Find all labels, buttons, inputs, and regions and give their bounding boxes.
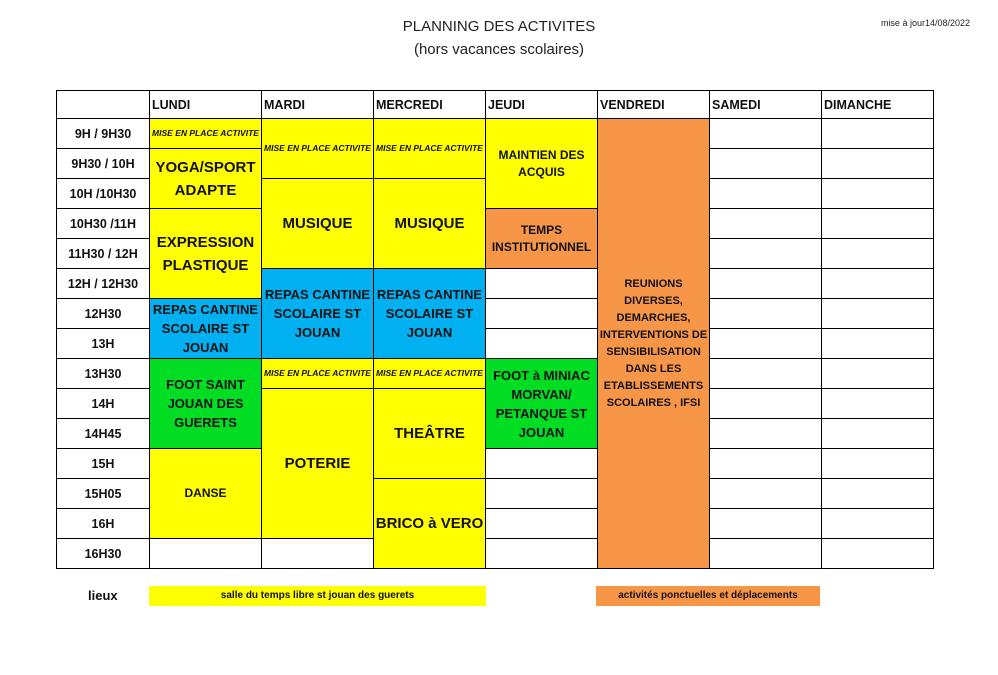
empty-cell: [710, 179, 822, 209]
lundi-danse: DANSE: [150, 449, 262, 539]
time-label: 10H /10H30: [57, 179, 150, 209]
empty-cell: [822, 509, 934, 539]
update-date: mise à jour14/08/2022: [880, 18, 970, 28]
schedule-table: [56, 90, 934, 569]
day-header-samedi: SAMEDI: [710, 91, 822, 119]
lundi-foot-saint-jouan: FOOT SAINT JOUAN DES GUERETS: [150, 359, 262, 449]
mercredi-musique: MUSIQUE: [374, 179, 486, 269]
time-label: 16H30: [57, 539, 150, 569]
time-label: 11H30 / 12H: [57, 239, 150, 269]
time-label: 12H30: [57, 299, 150, 329]
jeudi-maintien-acquis: MAINTIEN DES ACQUIS: [486, 119, 598, 209]
jeudi-foot-miniac: FOOT à MINIAC MORVAN/ PETANQUE ST JOUAN: [486, 359, 598, 449]
empty-cell: [710, 119, 822, 149]
empty-cell: [710, 449, 822, 479]
empty-cell: [486, 539, 598, 569]
page-subtitle: (hors vacances scolaires): [413, 41, 585, 58]
empty-cell: [486, 449, 598, 479]
empty-cell: [822, 479, 934, 509]
empty-cell: [822, 179, 934, 209]
corner-cell: [57, 91, 150, 119]
lundi-repas-cantine: REPAS CANTINE SCOLAIRE ST JOUAN: [150, 299, 262, 359]
mercredi-repas-cantine: REPAS CANTINE SCOLAIRE ST JOUAN: [374, 269, 486, 359]
legend-orange: activités ponctuelles et déplacements: [596, 586, 820, 606]
day-header-jeudi: JEUDI: [486, 91, 598, 119]
time-label: 16H: [57, 509, 150, 539]
empty-cell: [710, 539, 822, 569]
time-label: 15H: [57, 449, 150, 479]
empty-cell: [710, 509, 822, 539]
empty-cell: [822, 389, 934, 419]
empty-cell: [486, 329, 598, 359]
lundi-yoga-sport: YOGA/SPORT ADAPTE: [150, 149, 262, 209]
time-label: 12H / 12H30: [57, 269, 150, 299]
mercredi-mise-en-place-2: MISE EN PLACE ACTIVITE: [374, 359, 486, 389]
empty-cell: [150, 539, 262, 569]
empty-cell: [822, 359, 934, 389]
table-row: [57, 119, 934, 149]
time-label: 10H30 /11H: [57, 209, 150, 239]
empty-cell: [822, 119, 934, 149]
empty-cell: [822, 419, 934, 449]
empty-cell: [262, 539, 374, 569]
header-row: [57, 91, 934, 119]
time-label: 9H30 / 10H: [57, 149, 150, 179]
empty-cell: [710, 209, 822, 239]
mardi-mise-en-place-2: MISE EN PLACE ACTIVITE: [262, 359, 374, 389]
empty-cell: [710, 359, 822, 389]
table-row: [57, 209, 934, 239]
lundi-mise-en-place: MISE EN PLACE ACTIVITE: [150, 119, 262, 149]
table-row: [57, 359, 934, 389]
day-header-vendredi: VENDREDI: [598, 91, 710, 119]
empty-cell: [710, 299, 822, 329]
table-row: [57, 299, 934, 329]
mardi-musique: MUSIQUE: [262, 179, 374, 269]
jeudi-temps-institutionnel: TEMPS INSTITUTIONNEL: [486, 209, 598, 269]
empty-cell: [822, 239, 934, 269]
time-label: 9H / 9H30: [57, 119, 150, 149]
empty-cell: [710, 269, 822, 299]
lundi-expression-plastique: EXPRESSION PLASTIQUE: [150, 209, 262, 299]
empty-cell: [710, 239, 822, 269]
empty-cell: [486, 299, 598, 329]
time-label: 14H45: [57, 419, 150, 449]
empty-cell: [822, 149, 934, 179]
time-label: 15H05: [57, 479, 150, 509]
empty-cell: [822, 269, 934, 299]
day-header-mardi: MARDI: [262, 91, 374, 119]
empty-cell: [710, 329, 822, 359]
table-row: [57, 449, 934, 479]
legend-label: lieux: [88, 588, 118, 603]
empty-cell: [822, 449, 934, 479]
empty-cell: [486, 269, 598, 299]
mardi-poterie: POTERIE: [262, 389, 374, 539]
table-row: [57, 539, 934, 569]
vendredi-reunions: REUNIONS DIVERSES, DEMARCHES, INTERVENTIONS DE SENSIBILISATION DANS LES ETABLISSEMENTS SCOLAIRES , IFSI: [598, 119, 710, 569]
empty-cell: [822, 209, 934, 239]
mardi-repas-cantine: REPAS CANTINE SCOLAIRE ST JOUAN: [262, 269, 374, 359]
empty-cell: [822, 299, 934, 329]
empty-cell: [822, 539, 934, 569]
time-label: 14H: [57, 389, 150, 419]
empty-cell: [822, 329, 934, 359]
empty-cell: [486, 509, 598, 539]
empty-cell: [710, 479, 822, 509]
mercredi-theatre: THEÂTRE: [374, 389, 486, 479]
time-label: 13H: [57, 329, 150, 359]
day-header-lundi: LUNDI: [150, 91, 262, 119]
empty-cell: [486, 479, 598, 509]
day-header-dimanche: DIMANCHE: [822, 91, 934, 119]
legend-yellow: salle du temps libre st jouan des guerets: [149, 586, 486, 606]
mardi-mise-en-place: MISE EN PLACE ACTIVITE: [262, 119, 374, 179]
mercredi-brico-vero: BRICO à VERO: [374, 479, 486, 569]
empty-cell: [710, 419, 822, 449]
time-label: 13H30: [57, 359, 150, 389]
mercredi-mise-en-place: MISE EN PLACE ACTIVITE: [374, 119, 486, 179]
empty-cell: [710, 149, 822, 179]
page-title: PLANNING DES ACTIVITES: [402, 18, 596, 35]
day-header-mercredi: MERCREDI: [374, 91, 486, 119]
empty-cell: [710, 389, 822, 419]
